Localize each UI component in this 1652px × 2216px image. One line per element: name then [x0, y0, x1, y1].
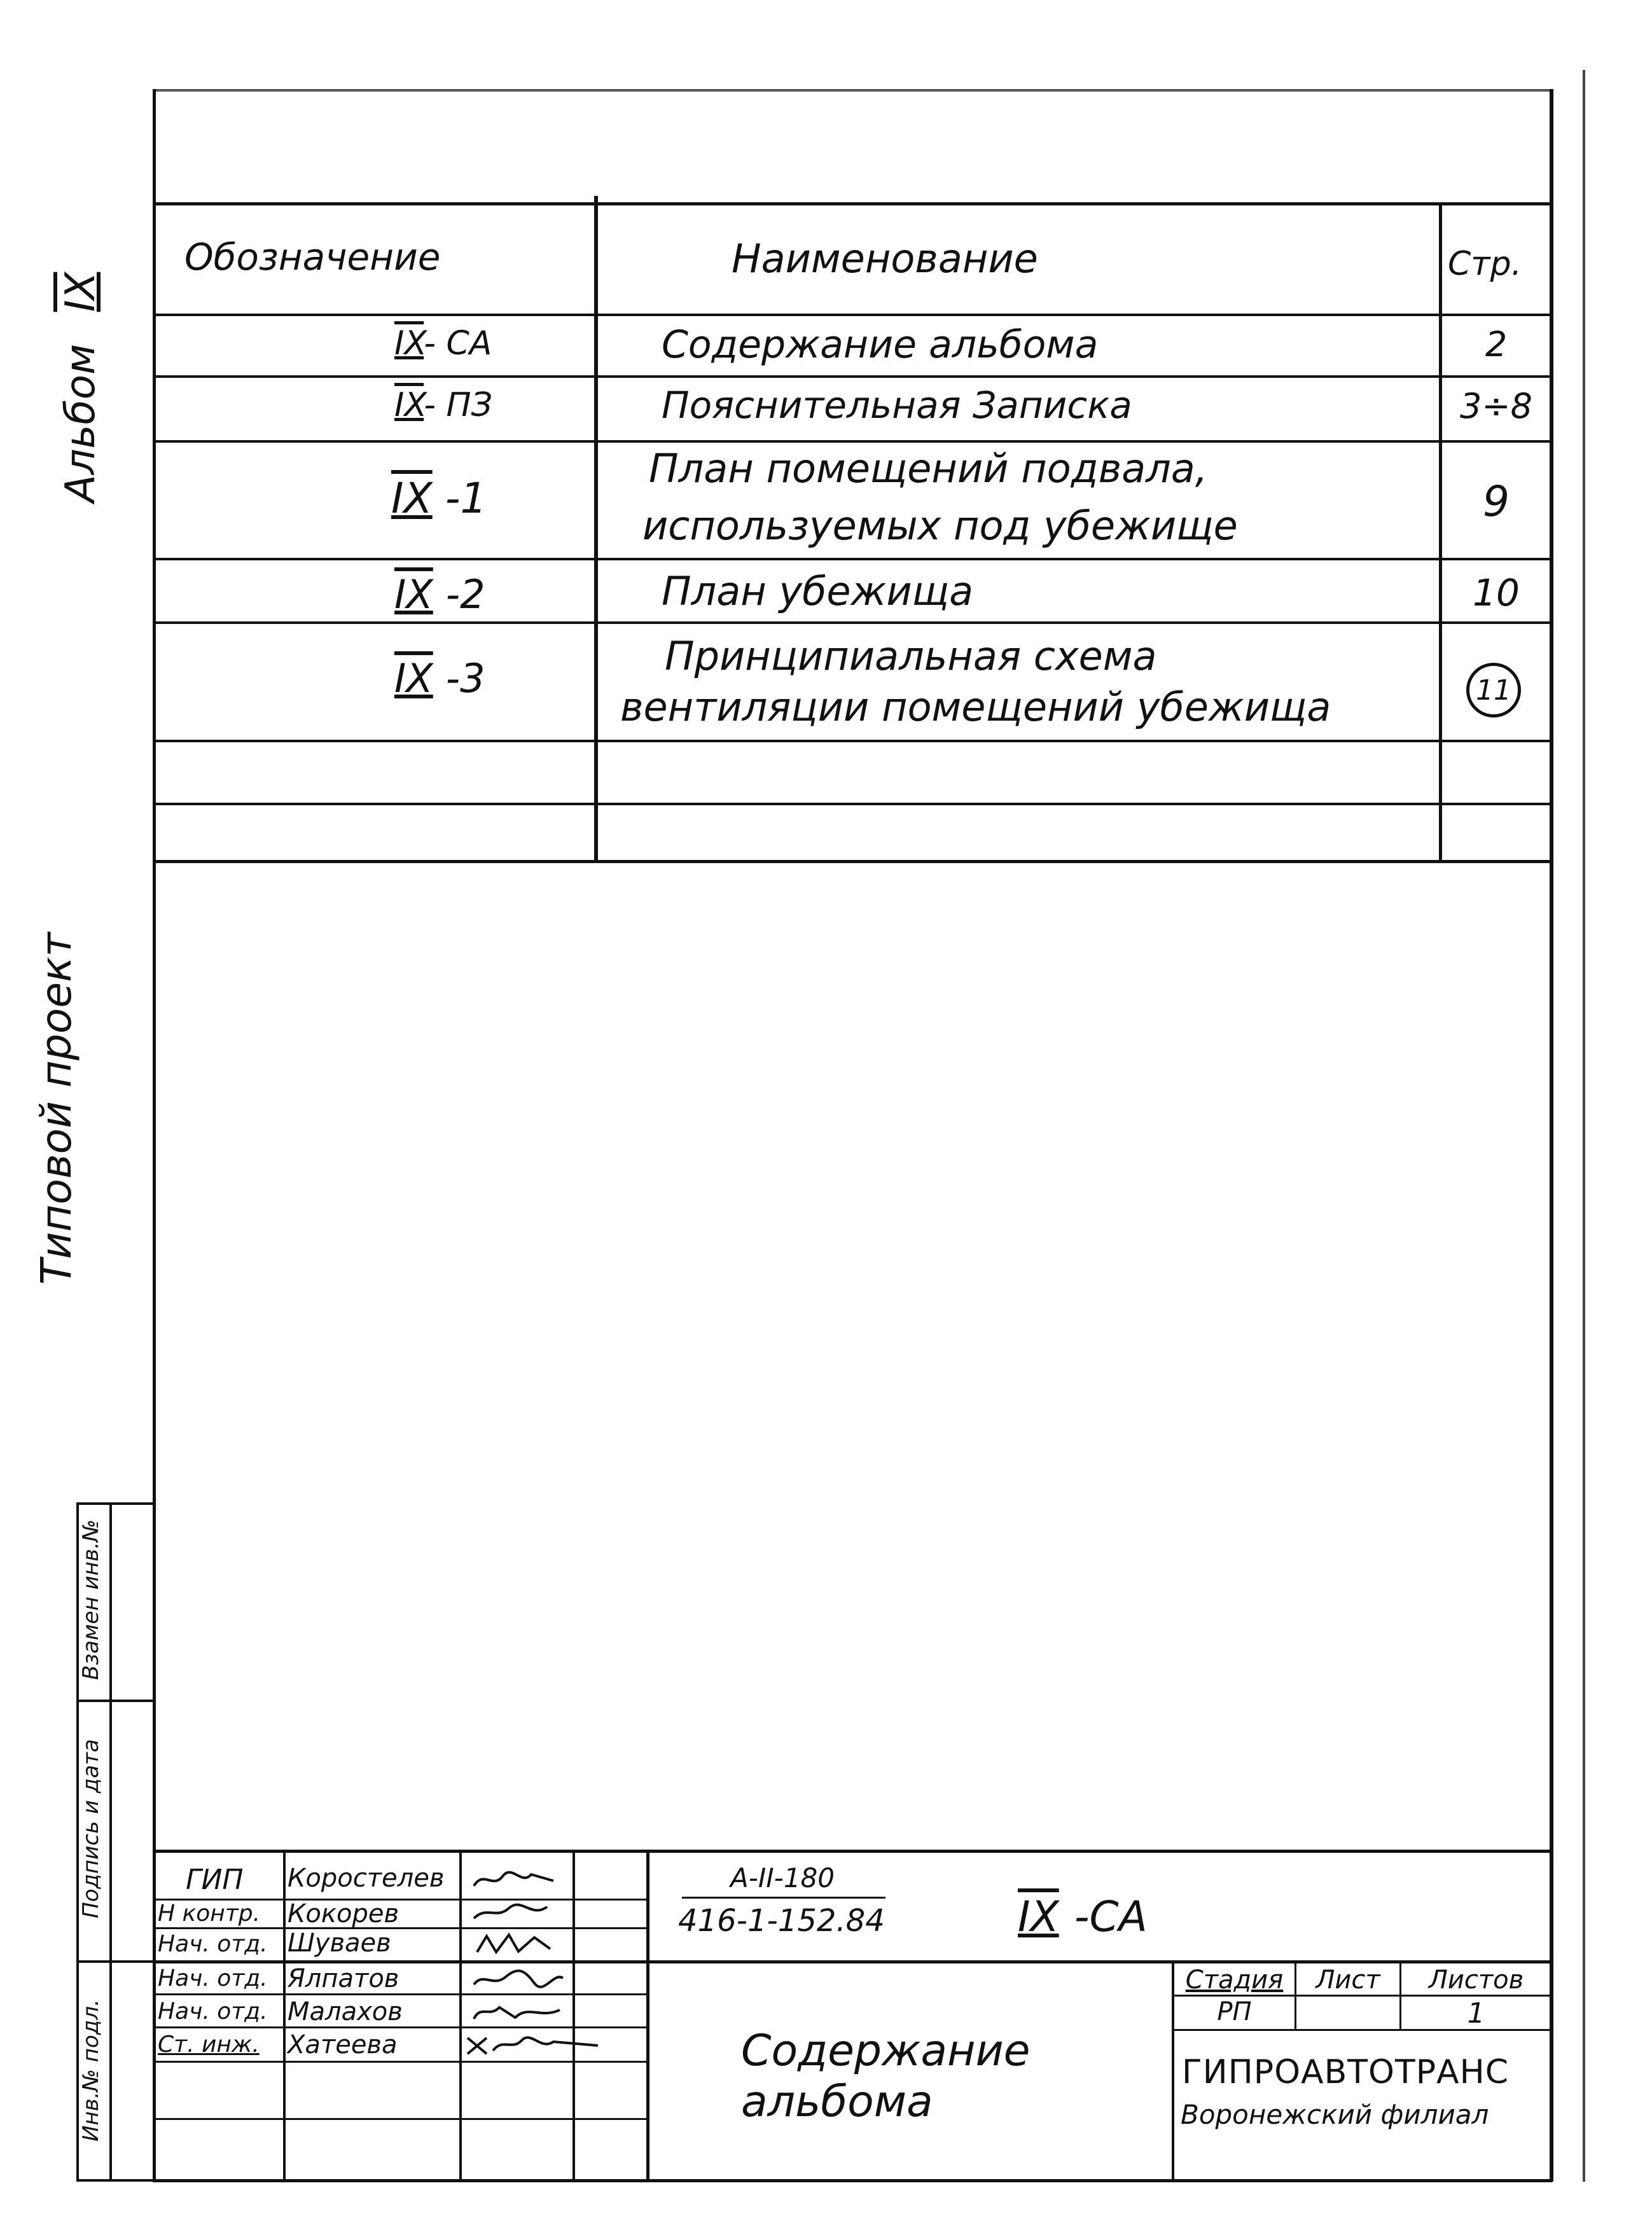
project-type-label: Типовой проект — [32, 932, 81, 1285]
signatory-name: Малахов — [288, 1997, 403, 2026]
header-page: Стр. — [1448, 245, 1522, 283]
row-code — [394, 386, 492, 424]
signatory-role: Нач. отд. — [158, 1998, 268, 2025]
project-code-bottom: 416-1-152.84 — [678, 1903, 885, 1939]
doc-title-line1: Содержание — [741, 2026, 1031, 2076]
row-code-suffix: - ПЗ — [424, 386, 492, 424]
org-branch: Воронежский филиал — [1181, 2099, 1489, 2130]
sheets-label: Листов — [1428, 1965, 1524, 1995]
album-label — [57, 272, 108, 502]
row-code-suffix: -1 — [445, 474, 487, 523]
header-designation: Обозначение — [184, 235, 441, 279]
org-name: ГИПРОАВТОТРАНС — [1182, 2053, 1510, 2091]
signatory-name: Шуваев — [288, 1929, 391, 1958]
signatory-role: Н контр. — [158, 1901, 261, 1927]
project-code-top: А-II-180 — [730, 1862, 835, 1894]
signatory-name: Коростелев — [288, 1864, 445, 1893]
header-name: Наименование — [732, 235, 1038, 282]
signature-mark — [471, 1901, 560, 1925]
row-page: 3÷8 — [1460, 386, 1532, 426]
row-name: План убежища — [662, 568, 974, 614]
row-name-line1: План помещений подвала, — [649, 445, 1208, 492]
row-code-roman: IX — [391, 474, 433, 523]
row-code-suffix: -2 — [445, 571, 485, 618]
signatory-name: Кокорев — [288, 1899, 399, 1929]
row-page: 2 — [1485, 324, 1508, 364]
row-code — [394, 655, 485, 702]
signature-mark — [464, 2032, 604, 2058]
row-code — [394, 324, 492, 363]
doc-title-line2: альбома — [741, 2077, 933, 2127]
signature-mark — [471, 1998, 566, 2025]
album-label-text: Альбом — [57, 343, 104, 502]
signatory-role: Нач. отд. — [158, 1965, 268, 1991]
row-code — [391, 474, 487, 523]
row-code — [394, 571, 485, 618]
signature-mark — [471, 1930, 560, 1958]
sheet-code-suffix: -СА — [1074, 1892, 1148, 1941]
row-page: 10 — [1473, 571, 1520, 614]
album-number: IX — [57, 272, 104, 312]
row-code-roman: IX — [394, 571, 433, 618]
row-name-line2: вентиляции помещений убежища — [620, 684, 1331, 730]
row-page: 9 — [1483, 477, 1510, 526]
row-name: Содержание альбома — [662, 322, 1099, 367]
signatory-role: ГИП — [186, 1864, 244, 1896]
sheet-code — [1018, 1892, 1148, 1941]
row-code-roman: IX — [394, 386, 424, 424]
row-page-circled — [1466, 663, 1521, 717]
signature-mark — [471, 1867, 560, 1892]
stage-label: Стадия — [1185, 1965, 1284, 1995]
side-stamp-replacement: Взамен инв.№ — [78, 1519, 104, 1680]
sheets-value: 1 — [1467, 1997, 1485, 2030]
signatory-name: Ялпатов — [288, 1964, 399, 1993]
row-code-roman: IX — [394, 324, 424, 363]
side-stamp-inventory: Инв.№ подл. — [78, 1999, 104, 2142]
sheet-code-roman: IX — [1018, 1892, 1059, 1941]
signatory-role: Ст. инж. — [158, 2032, 260, 2058]
row-name-line2: используемых под убежище — [642, 502, 1238, 549]
sheet-label: Лист — [1315, 1965, 1380, 1995]
row-code-suffix: - СА — [424, 324, 492, 363]
row-name: Пояснительная Записка — [662, 384, 1132, 427]
side-stamp-signature-date: Подпись и дата — [78, 1739, 104, 1918]
row-name-line1: Принципиальная схема — [665, 633, 1157, 679]
signatory-name: Хатеева — [288, 2030, 398, 2060]
row-page: 11 — [1476, 674, 1511, 707]
row-code-roman: IX — [394, 655, 433, 702]
stage-value: РП — [1217, 1997, 1252, 2026]
row-code-suffix: -3 — [445, 655, 485, 702]
signature-mark — [471, 1965, 566, 1992]
signatory-role: Нач. отд. — [158, 1931, 268, 1957]
